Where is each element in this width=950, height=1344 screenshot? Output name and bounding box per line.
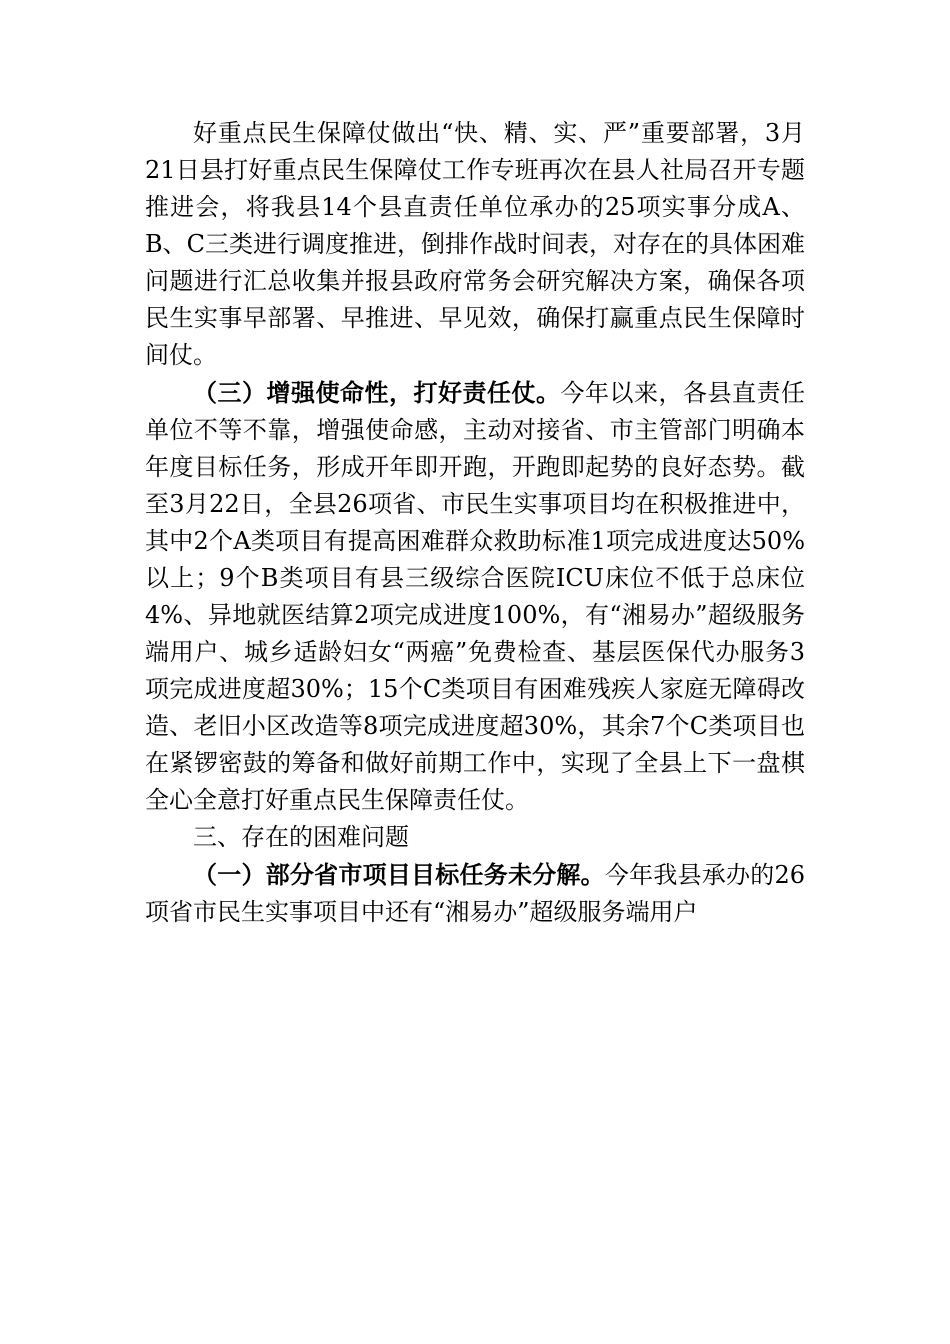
section-heading: 三、存在的困难问题 [193, 823, 409, 851]
paragraph-3-text: 今年我县承办的26项省市民生实事项目中还有“湘易办”超级服务端用户 [145, 861, 806, 926]
paragraph-3-lead: （一）部分省市项目目标任务未分解。 [193, 860, 605, 889]
paragraph-1 [145, 114, 805, 374]
document-body [145, 114, 805, 931]
paragraph-2-text: 今年以来，各县直责任单位不等不靠，增强使命感，主动对接省、市主管部门明确本年度目标任务，形成开年即开跑，开跑即起势的良好态势。截至3月22日，全县26项省、市民生实事项目均在积极推进中，其中2个A类项目有提高困难群众救助标准1项完成进度达50%以上；9个B类项目有县三级综合医院ICU床位不低于总床位4%、异地就医结算2项完成进度100%，有“湘易办”超级服务端用户、城乡适龄妇女“两癌”免费检查、基层医保代办服务3项完成进度超30%；15个C类项目有困难残疾人家庭无障碍改造、老旧小区改造等8项完成进度超30%，其余7个C类项目也在紧锣密鼓的筹备和做好前期工作中，实现了全县上下一盘棋全心全意打好重点民生保障责任仗。 [145, 379, 805, 814]
paragraph-3 [145, 856, 805, 931]
paragraph-2-lead: （三）增强使命性，打好责任仗。 [193, 378, 561, 407]
paragraph-1-text: 好重点民生保障仗做出“快、精、实、严”重要部署，3月21日县打好重点民生保障仗工作专班再次在县人社局召开专题推进会，将我县14个县直责任单位承办的25项实事分成A、B、C三类进行调度推进，倒排作战时间表，对存在的具体困难问题进行汇总收集并报县政府常务会研究解决方案，确保各项民生实事早部署、早推进、早见效，确保打赢重点民生保障时间仗。 [145, 119, 805, 369]
paragraph-2 [145, 374, 805, 819]
